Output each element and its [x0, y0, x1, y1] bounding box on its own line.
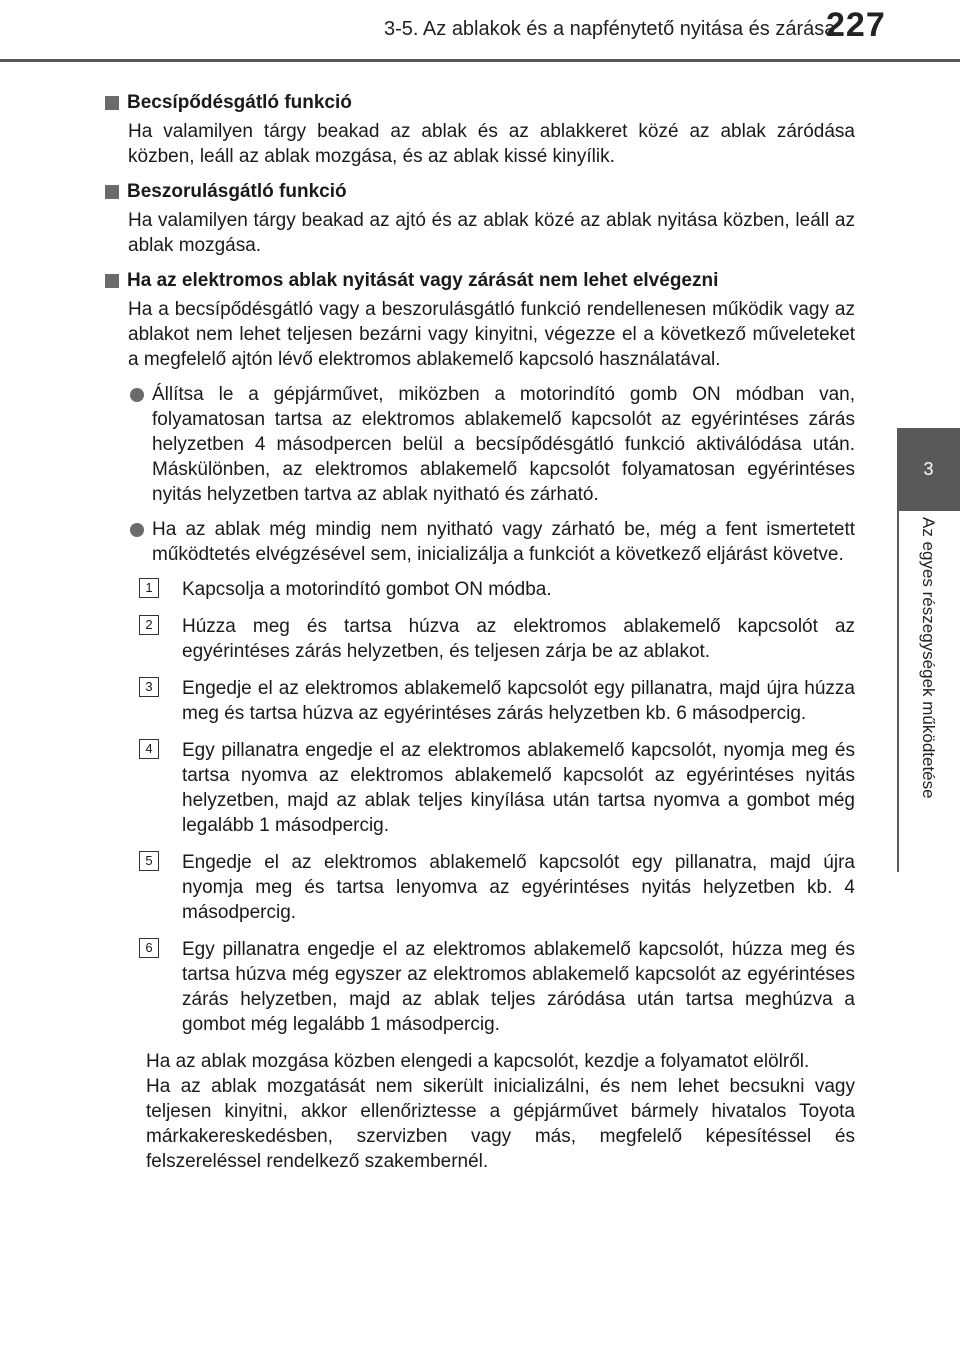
section-heading-text: Beszorulásgátló funkció	[127, 181, 347, 202]
section-paragraph: Ha valamilyen tárgy beakad az ajtó és az ablak közé az ablak nyitása közben, leáll az ablak mozgása.	[128, 210, 855, 256]
bullet-item	[128, 382, 855, 507]
square-bullet-icon	[105, 185, 119, 199]
section-title: 3-5. Az ablakok és a napfénytető nyitása és zárása	[384, 18, 836, 40]
section-heading	[105, 268, 855, 293]
bullet-text: Ha az ablak még mindig nem nyitható vagy zárható be, még a fent ismertetett működtetés elvégzésével sem, inicializálja a funkciót a következő eljárást követve.	[152, 519, 855, 565]
bullet-text: Állítsa le a gépjárművet, miközben a motorindító gomb ON módban van, folyamatosan tartsa az elektromos ablakemelő kapcsolót az egyérintéses zárás helyzetben 4 másodpercen belül a becsípődésgátló funkció aktiválódása után. Máskülönben, az elektromos ablakemelő kapcsolót folyamatosan egyérintéses nyitás helyzetben tartva az ablak nyitható és zárható.	[152, 384, 855, 505]
section-heading	[105, 90, 855, 115]
step-text: Kapcsolja a motorindító gombot ON módba.	[182, 579, 552, 600]
square-bullet-icon	[105, 96, 119, 110]
step-item	[145, 738, 855, 838]
section-heading-text: Becsípődésgátló funkció	[127, 92, 352, 113]
round-bullet-icon	[130, 388, 144, 402]
step-text: Egy pillanatra engedje el az elektromos ablakemelő kapcsolót, nyomja meg és tartsa nyomva az elektromos ablakemelő kapcsolót az egyérintéses nyitás helyzetben, majd az ablak teljes kinyílása után tartsa nyomva a gombot még legalább 1 másodpercig.	[182, 740, 855, 836]
note-paragraph: Ha az ablak mozgása közben elengedi a kapcsolót, kezdje a folyamatot elölről.	[146, 1051, 810, 1072]
step-item	[145, 850, 855, 925]
step-item	[145, 676, 855, 726]
page-header	[0, 0, 960, 84]
step-text: Engedje el az elektromos ablakemelő kapcsolót egy pillanatra, majd újra nyomja meg és tartsa lenyomva az egyérintéses nyitás helyzetben kb. 4 másodpercig.	[182, 852, 855, 923]
section-paragraph: Ha valamilyen tárgy beakad az ablak és az ablakkeret közé az ablak záródása közben, leáll az ablak mozgása, és az ablak kissé kinyílik.	[128, 121, 855, 167]
round-bullet-icon	[130, 523, 144, 537]
section-paragraph: Ha a becsípődésgátló vagy a beszorulásgátló funkció rendellenesen működik vagy az ablakot nem lehet teljesen bezárni vagy kinyitni, végezze el a következő műveleteket a megfelelő ajtón lévő elektromos ablakemelő kapcsoló használatával.	[128, 299, 855, 370]
step-text: Húzza meg és tartsa húzva az elektromos ablakemelő kapcsolót az egyérintéses zárás helyzetben, és teljesen zárja be az ablakot.	[182, 616, 855, 662]
section-heading	[105, 179, 855, 204]
step-number: 2	[139, 615, 159, 635]
step-item	[145, 937, 855, 1037]
page-number: 227	[826, 6, 886, 44]
step-text: Egy pillanatra engedje el az elektromos ablakemelő kapcsolót, húzza meg és tartsa húzva még egyszer az elektromos ablakemelő kapcsolót az egyérintéses zárás helyzetben, majd az ablak teljes záródása után tartsa meghúzva a gombot még legalább 1 másodpercig.	[182, 939, 855, 1035]
bullet-item	[128, 517, 855, 567]
square-bullet-icon	[105, 274, 119, 288]
chapter-tab-label: Az egyes részegységek működtetése	[919, 517, 938, 799]
step-number: 1	[139, 578, 159, 598]
step-number: 6	[139, 938, 159, 958]
step-number: 5	[139, 851, 159, 871]
chapter-tab-number: 3	[897, 428, 960, 511]
section-heading-text: Ha az elektromos ablak nyitását vagy zárását nem lehet elvégezni	[127, 270, 719, 291]
step-number: 3	[139, 677, 159, 697]
step-number: 4	[139, 739, 159, 759]
step-item	[145, 614, 855, 664]
page-content	[108, 90, 855, 1174]
step-item	[145, 577, 855, 602]
header-divider	[0, 59, 960, 62]
note-paragraph: Ha az ablak mozgatását nem sikerült inicializálni, és nem lehet becsukni vagy teljesen kinyitni, akkor ellenőriztesse a gépjárművet bármely hivatalos Toyota márkakereskedésben, szervizben vagy más, megfelelő képesítéssel és felszereléssel rendelkező szakembernél.	[146, 1076, 855, 1172]
step-text: Engedje el az elektromos ablakemelő kapcsolót egy pillanatra, majd újra húzza meg és tartsa húzva az egyérintéses zárás helyzetben kb. 6 másodpercig.	[182, 678, 855, 724]
